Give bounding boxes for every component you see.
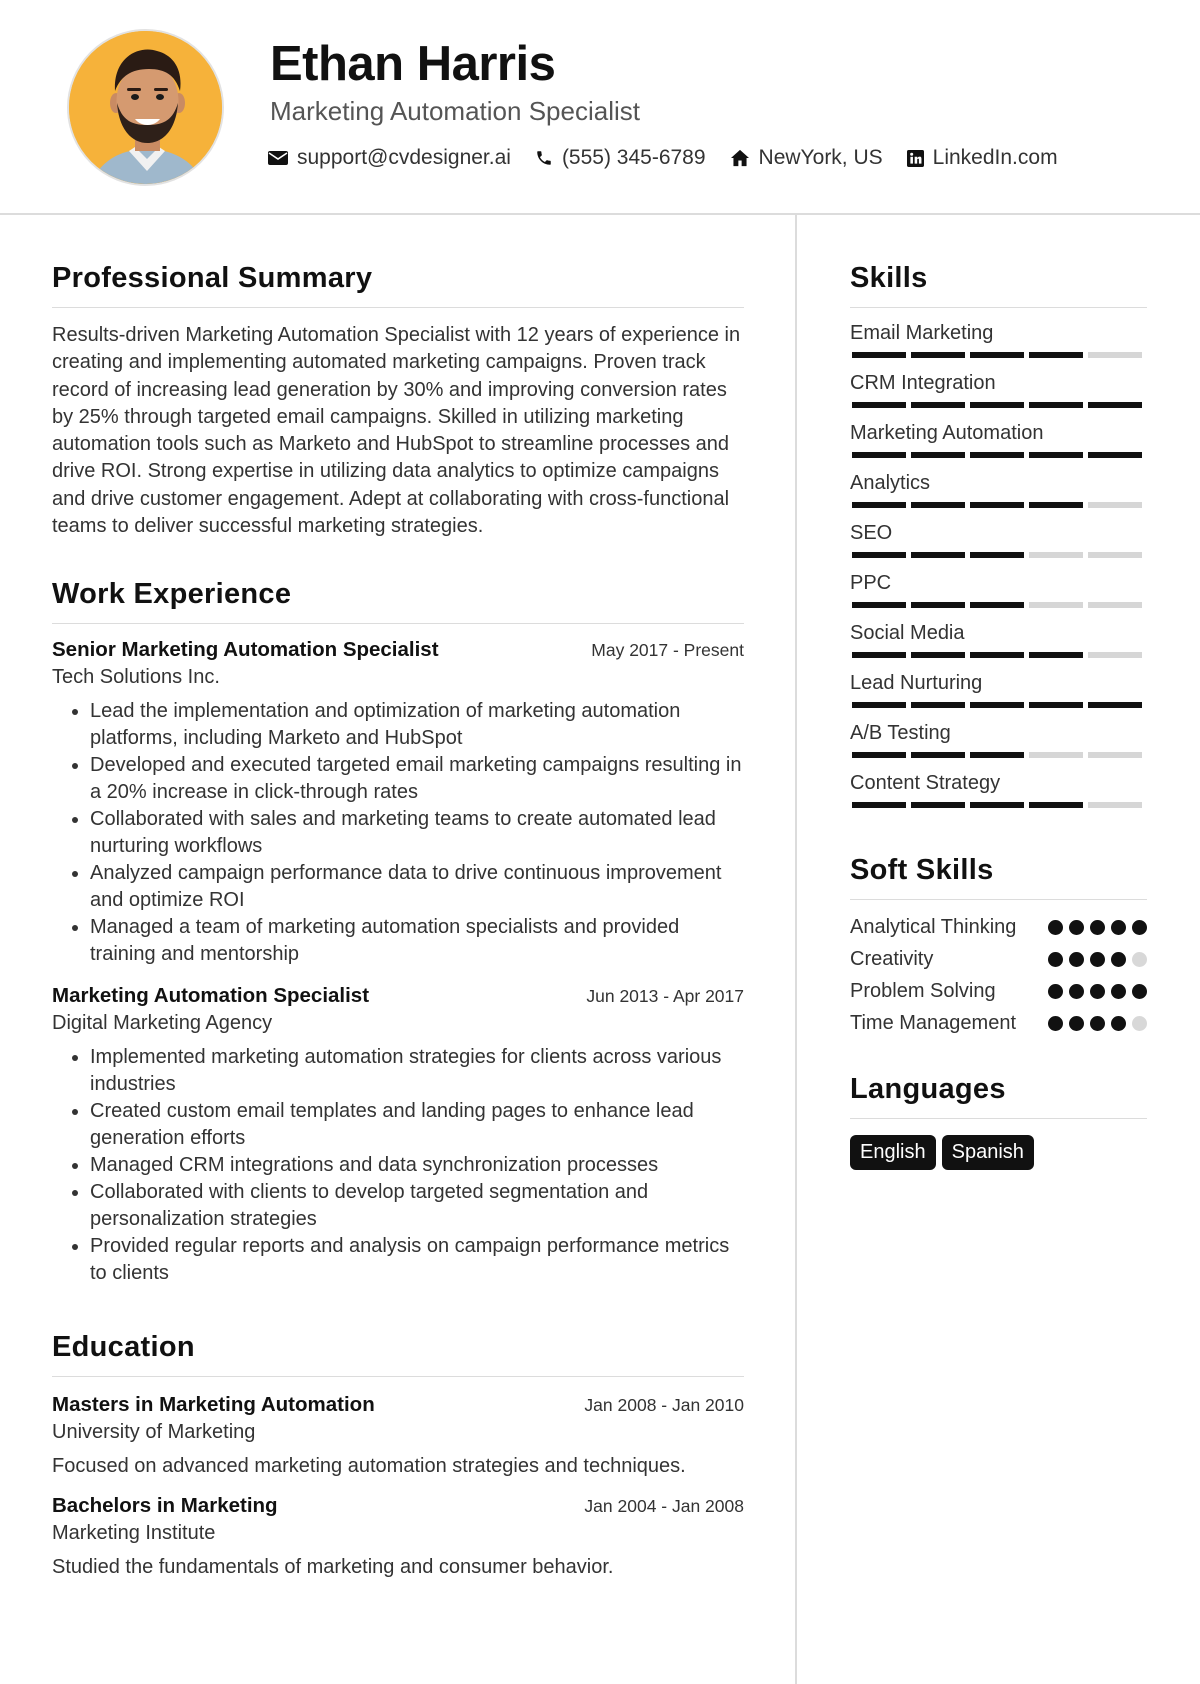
job-bullet: • Implemented marketing automation strategies for clients across various industries [90,1044,744,1098]
profile-photo [67,29,224,186]
main-column [52,262,744,1579]
job-bullet: • Provided regular reports and analysis on campaign performance metrics to clients [90,1233,744,1287]
skill-level-segment [911,802,965,808]
job-date: May 2017 - Present [591,640,744,661]
skill-level-segment [852,802,906,808]
job-bullet: • Managed a team of marketing automation specialists and provided training and mentorship [90,914,744,968]
rating-dot [1111,1016,1126,1031]
job-bullet: • Collaborated with sales and marketing teams to create automated lead nurturing workflows [90,806,744,860]
skills-section [850,262,1147,808]
job-bullet: • Collaborated with clients to develop targeted segmentation and personalization strategies [90,1179,744,1233]
skill-name: Content Strategy [850,772,1001,794]
skill-item [850,358,1147,408]
skill-item [850,308,1147,358]
candidate-title: Marketing Automation Specialist [270,96,640,126]
skill-item [850,558,1147,608]
job-bullet: • Developed and executed targeted email marketing campaigns resulting in a 20% increase in click-through rates [90,752,744,806]
soft-skill-item [850,1010,1147,1037]
job-date: Jun 2013 - Apr 2017 [586,986,744,1007]
soft-skills-section [850,854,1147,1037]
skill-item [850,408,1147,458]
soft-skill-rating [1042,1016,1147,1037]
skill-name: CRM Integration [850,372,996,394]
job-entry [52,638,744,968]
rating-dot [1069,984,1084,999]
skill-name: Marketing Automation [850,422,1044,444]
contact-location [730,146,883,170]
language-tag: English [850,1135,936,1170]
job-entry [52,984,744,1287]
school-name: University of Marketing [52,1421,256,1444]
skill-item [850,758,1147,808]
skill-name: A/B Testing [850,722,951,744]
contact-linkedin-text: LinkedIn.com [932,146,1058,169]
skill-name: PPC [850,572,892,594]
contact-phone[interactable] [535,146,706,170]
school-name: Marketing Institute [52,1522,216,1545]
rating-dot [1111,920,1126,935]
soft-skill-rating [1042,952,1147,973]
skill-level-segment [970,802,1024,808]
degree-title: Masters in Marketing Automation [52,1393,375,1417]
soft-skill-rating [1042,920,1147,941]
job-company: Digital Marketing Agency [52,1012,273,1035]
soft-skill-name: Creativity [850,948,934,970]
languages-list [850,1135,1147,1170]
resume-header [0,0,1200,215]
home-icon [730,149,750,167]
rating-dot [1048,984,1063,999]
skill-level-bar [852,802,1147,808]
job-title: Marketing Automation Specialist [52,984,370,1008]
summary-heading: Professional Summary [52,262,744,308]
rating-dot [1111,952,1126,967]
phone-icon [535,149,553,167]
column-divider [795,215,797,1684]
languages-heading: Languages [850,1073,1147,1119]
job-bullet: • Created custom email templates and landing pages to enhance lead generation efforts [90,1098,744,1152]
job-bullets [52,698,744,968]
sidebar-column [850,262,1147,1170]
job-title: Senior Marketing Automation Specialist [52,638,439,662]
experience-section [52,578,744,1287]
skill-name: Lead Nurturing [850,672,983,694]
rating-dot [1090,1016,1105,1031]
skill-item [850,458,1147,508]
education-section [52,1331,744,1579]
rating-dot [1090,952,1105,967]
soft-skill-name: Time Management [850,1012,1016,1034]
education-description: Focused on advanced marketing automation strategies and techniques. [52,1455,686,1478]
degree-title: Bachelors in Marketing [52,1494,278,1518]
rating-dot [1048,1016,1063,1031]
contact-email-text: support@cvdesigner.ai [297,146,511,169]
job-bullet: • Analyzed campaign performance data to drive continuous improvement and optimize ROI [90,860,744,914]
contact-row [268,146,1082,170]
skill-name: Email Marketing [850,322,994,344]
job-company: Tech Solutions Inc. [52,666,220,689]
soft-skill-item [850,978,1147,1005]
skill-level-segment [1029,802,1083,808]
education-description: Studied the fundamentals of marketing and consumer behavior. [52,1556,614,1579]
skill-item [850,658,1147,708]
skills-list [850,308,1147,808]
summary-section [52,262,744,540]
language-tag: Spanish [942,1135,1034,1170]
experience-heading: Work Experience [52,578,744,624]
skills-heading: Skills [850,262,1147,308]
education-entry [52,1393,744,1478]
job-bullets [52,1044,744,1287]
skill-level-segment [1088,802,1142,808]
rating-dot [1090,984,1105,999]
person-portrait-icon [69,31,224,186]
rating-dot [1132,920,1147,935]
job-bullet: • Lead the implementation and optimization of marketing automation platforms, including Marketo and HubSpot [90,698,744,752]
contact-linkedin[interactable] [907,146,1058,170]
soft-skill-item [850,914,1147,941]
skill-item [850,608,1147,658]
rating-dot [1132,1016,1147,1031]
soft-skills-list [850,914,1147,1037]
skill-item [850,508,1147,558]
rating-dot [1048,952,1063,967]
job-bullet: • Managed CRM integrations and data synchronization processes [90,1152,744,1179]
contact-email[interactable] [268,146,511,170]
education-date: Jan 2004 - Jan 2008 [584,1496,744,1517]
linkedin-icon [907,150,924,167]
rating-dot [1069,952,1084,967]
candidate-name: Ethan Harris [270,37,556,91]
rating-dot [1069,920,1084,935]
soft-skill-item [850,946,1147,973]
envelope-icon [268,150,288,166]
skill-name: Analytics [850,472,931,494]
summary-text: Results-driven Marketing Automation Specialist with 12 years of experience in creating and implementing automated marketing campaigns. Proven track record of increasing lead generation by 30% and improving conversion rates by 25% through targeted email campaigns. Skilled in utilizing marketing automation tools such as Marketo and HubSpot to streamline processes and drive ROI. Strong expertise in utilizing data analytics to optimize campaigns and drive customer engagement. Adept at collaborating with cross-functional teams to deliver successful marketing strategies. [52,324,741,538]
soft-skills-heading: Soft Skills [850,854,1147,900]
education-entry [52,1494,744,1579]
rating-dot [1090,920,1105,935]
soft-skill-name: Analytical Thinking [850,916,1017,938]
skill-name: SEO [850,522,893,544]
languages-section [850,1073,1147,1170]
rating-dot [1111,984,1126,999]
education-heading: Education [52,1331,744,1377]
rating-dot [1069,1016,1084,1031]
rating-dot [1132,952,1147,967]
skill-item [850,708,1147,758]
contact-location-text: NewYork, US [758,146,883,169]
contact-phone-text: (555) 345-6789 [561,146,706,169]
rating-dot [1048,920,1063,935]
soft-skill-name: Problem Solving [850,980,996,1002]
skill-name: Social Media [850,622,965,644]
soft-skill-rating [1042,984,1147,1005]
rating-dot [1132,984,1147,999]
education-date: Jan 2008 - Jan 2010 [584,1395,744,1416]
